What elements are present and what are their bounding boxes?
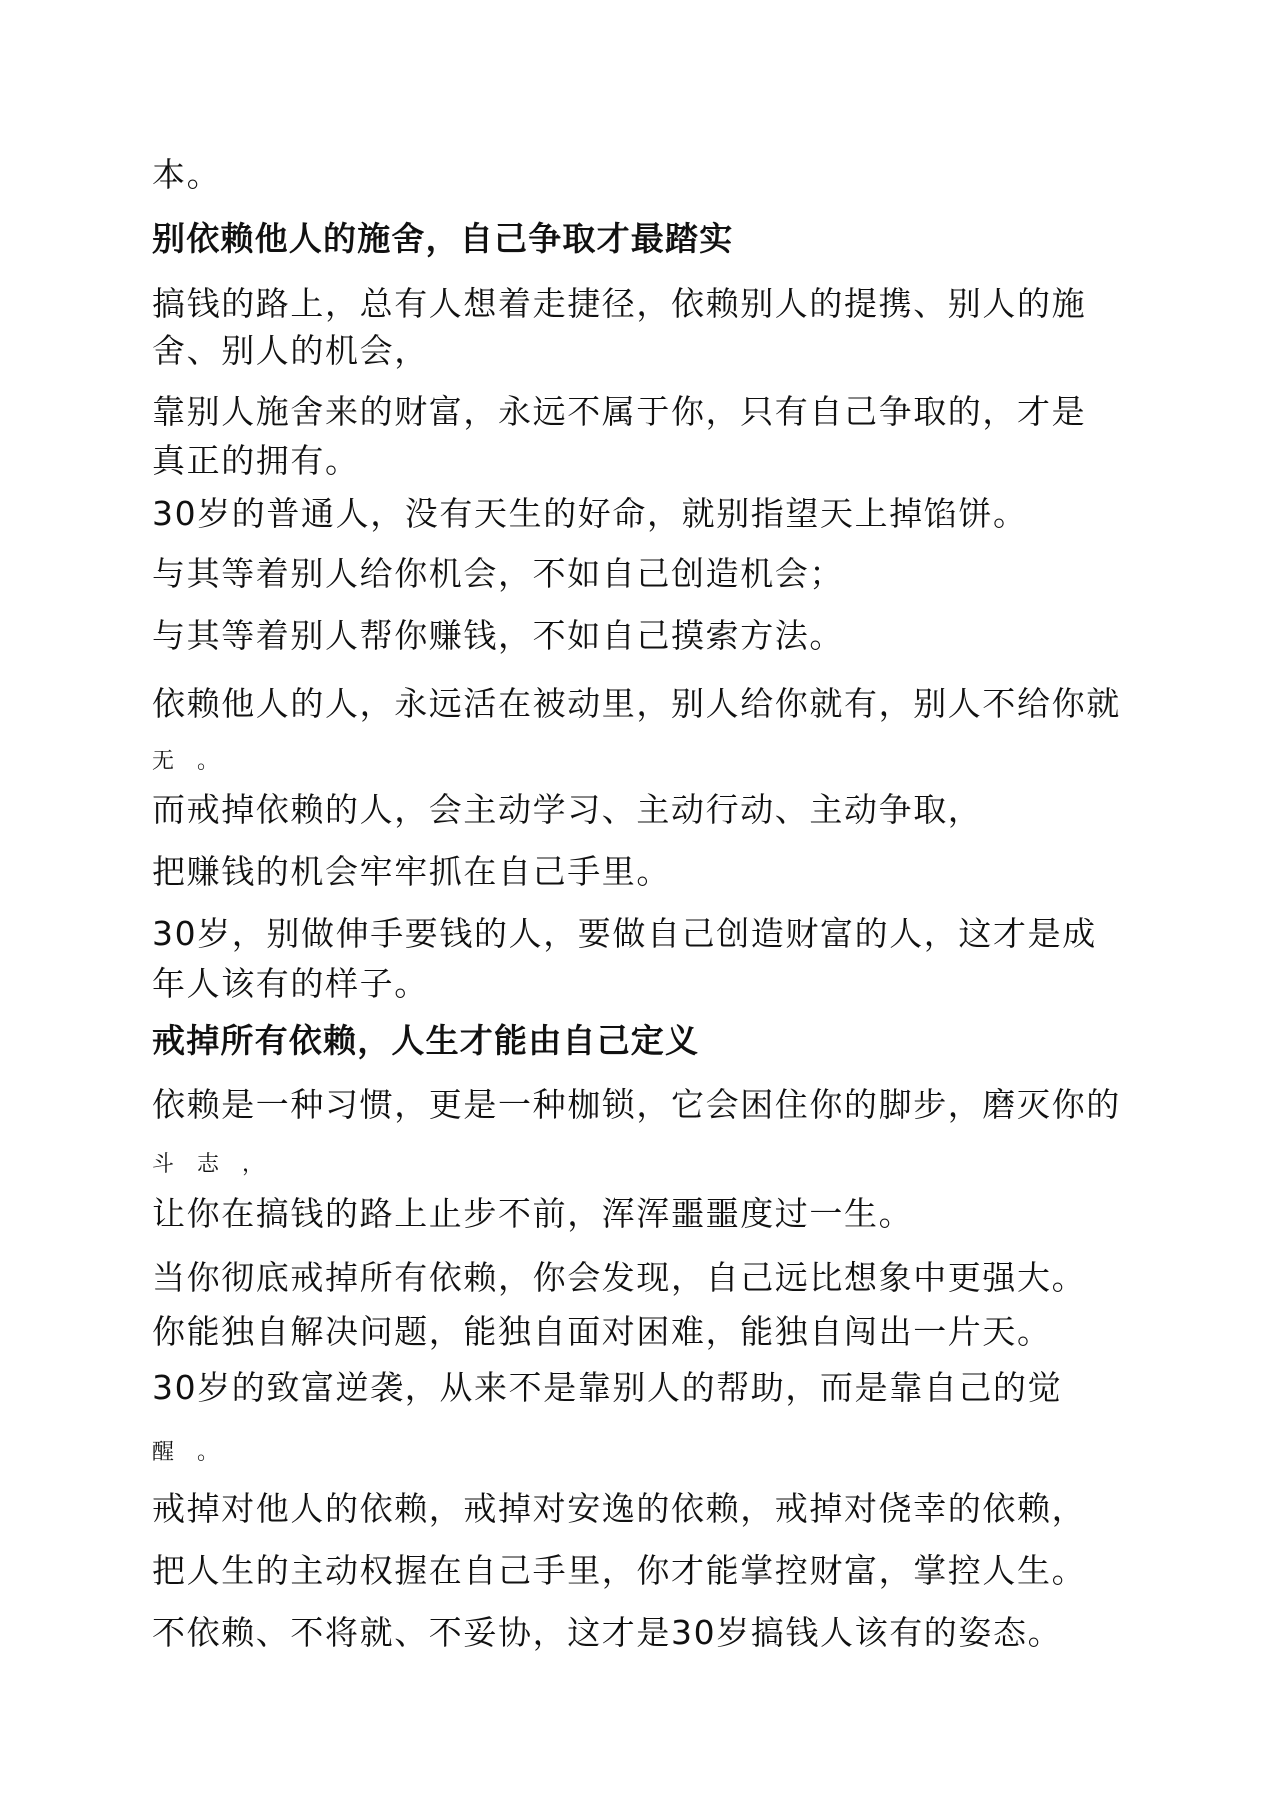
text-line: 戒掉对他人的依赖，戒掉对安逸的依赖，戒掉对侥幸的依赖， — [152, 1489, 1087, 1528]
text-line: 你能独自解决问题，能独自面对困难，能独自闯出一片天。 — [152, 1312, 1052, 1351]
text-line: 把赚钱的机会牢牢抓在自己手里。 — [152, 852, 671, 891]
text-line: 30岁的致富逆袭，从来不是靠别人的帮助，而是靠自己的觉 — [152, 1368, 1063, 1407]
text-line: 30岁的普通人，没有天生的好命，就别指望天上掉馅饼。 — [152, 494, 1028, 533]
text-line: 依赖是一种习惯，更是一种枷锁，它会困住你的脚步，磨灭你的 — [152, 1085, 1121, 1124]
text-line: 斗 志 ， — [152, 1152, 272, 1177]
text-line: 当你彻底戒掉所有依赖，你会发现，自己远比想象中更强大。 — [152, 1258, 1087, 1297]
text-line: 醒 。 — [152, 1440, 227, 1465]
text-line: 让你在搞钱的路上止步不前，浑浑噩噩度过一生。 — [152, 1194, 914, 1233]
text-line: 搞钱的路上，总有人想着走捷径，依赖别人的提携、别人的施 — [152, 284, 1087, 323]
text-line: 而戒掉依赖的人，会主动学习、主动行动、主动争取， — [152, 790, 983, 829]
text-line: 依赖他人的人，永远活在被动里，别人给你就有，别人不给你就 — [152, 684, 1121, 723]
section-heading: 别依赖他人的施舍，自己争取才最踏实 — [152, 219, 734, 258]
section-heading: 戒掉所有依赖，人生才能由自己定义 — [152, 1021, 700, 1060]
text-line: 年人该有的样子。 — [152, 964, 429, 1003]
text-line: 舍、别人的机会， — [152, 331, 429, 370]
text-line: 与其等着别人给你机会，不如自己创造机会； — [152, 554, 844, 593]
text-line: 靠别人施舍来的财富，永远不属于你，只有自己争取的，才是 — [152, 392, 1087, 431]
text-line: 30岁，别做伸手要钱的人，要做自己创造财富的人，这才是成 — [152, 914, 1097, 953]
text-line: 不依赖、不将就、不妥协，这才是30岁搞钱人该有的姿态。 — [152, 1613, 1063, 1652]
text-line: 无 。 — [152, 749, 227, 774]
text-line: 真正的拥有。 — [152, 441, 360, 480]
text-line: 本。 — [152, 155, 222, 194]
text-line: 与其等着别人帮你赚钱，不如自己摸索方法。 — [152, 616, 844, 655]
text-line: 把人生的主动权握在自己手里，你才能掌控财富，掌控人生。 — [152, 1551, 1087, 1590]
